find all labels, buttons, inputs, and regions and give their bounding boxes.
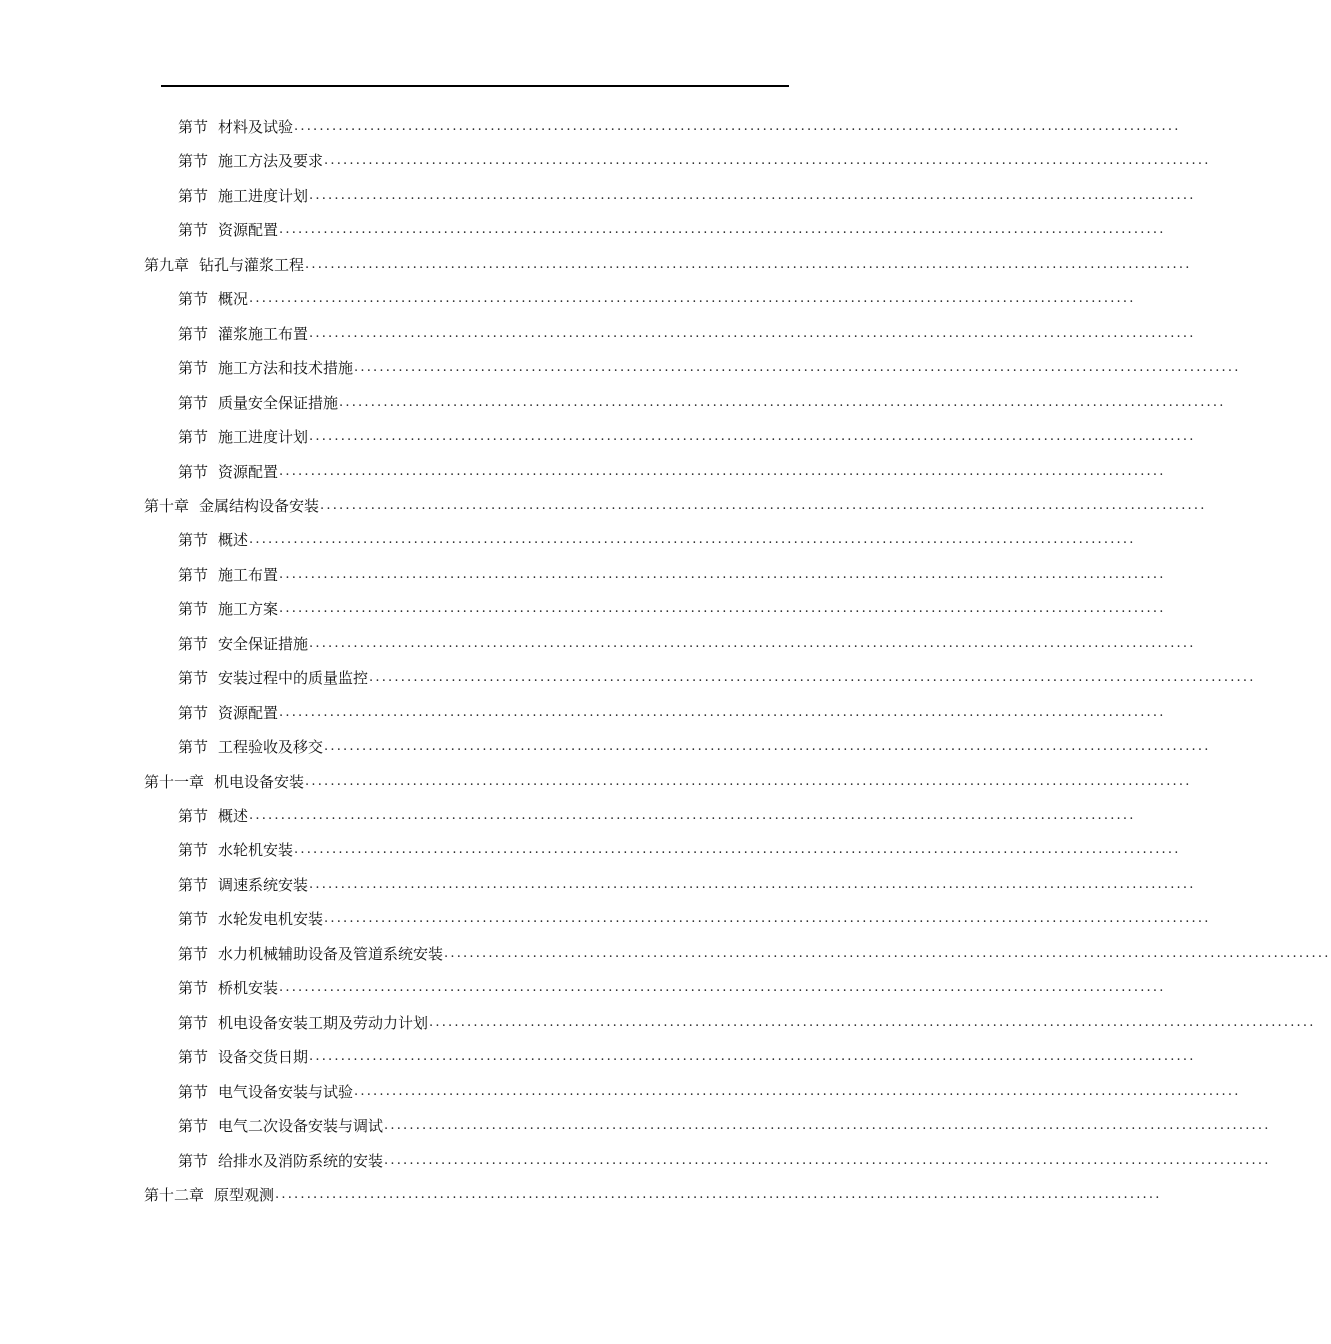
toc-section-entry[interactable] (178, 185, 1196, 207)
toc-dot-leader: ............................................................................................................................................ (294, 842, 1181, 858)
header-rule (161, 85, 789, 87)
toc-section-entry[interactable] (178, 219, 1166, 241)
toc-entry-title: 水轮机安装 (218, 841, 294, 860)
toc-entry-number: 第节 (178, 152, 209, 171)
toc-dot-leader: ............................................................................................................................................ (275, 1186, 1162, 1202)
toc-entry-title: 原型观测 (214, 1185, 275, 1204)
toc-entry-title: 资源配置 (218, 703, 279, 722)
toc-entry-number: 第节 (178, 600, 209, 619)
toc-entry-number: 第节 (178, 1117, 209, 1136)
toc-chapter-entry[interactable] (144, 1184, 1162, 1206)
toc-entry-title: 工程验收及移交 (218, 738, 324, 757)
toc-section-entry[interactable] (178, 874, 1196, 896)
toc-section-entry[interactable] (178, 392, 1226, 414)
toc-entry-title: 金属结构设备安装 (199, 496, 320, 515)
toc-section-entry[interactable] (178, 564, 1166, 586)
toc-entry-title: 质量安全保证措施 (218, 393, 339, 412)
toc-chapter-entry[interactable] (144, 495, 1207, 517)
toc-section-entry[interactable] (178, 943, 1331, 965)
toc-dot-leader: ............................................................................................................................................ (324, 739, 1211, 755)
toc-section-entry[interactable] (178, 1115, 1271, 1137)
toc-entry-number: 第节 (178, 875, 209, 894)
toc-entry-number: 第节 (178, 944, 209, 963)
toc-entry-number: 第节 (178, 910, 209, 929)
toc-entry-number: 第节 (178, 462, 209, 481)
toc-section-entry[interactable] (178, 288, 1136, 310)
toc-entry-title: 设备交货日期 (218, 1048, 309, 1067)
toc-section-entry[interactable] (178, 357, 1241, 379)
toc-dot-leader: ............................................................................................................................................ (444, 945, 1331, 961)
toc-dot-leader: ............................................................................................................................................ (309, 635, 1196, 651)
toc-entry-title: 概述 (218, 807, 249, 825)
toc-section-entry[interactable] (178, 1046, 1196, 1068)
toc-section-entry[interactable] (178, 116, 1181, 138)
toc-dot-leader: ............................................................................................................................................ (339, 394, 1226, 410)
toc-dot-leader: ............................................................................................................................................ (369, 670, 1256, 686)
toc-dot-leader: ............................................................................................................................................ (429, 1014, 1316, 1030)
toc-dot-leader: ............................................................................................................................................ (309, 187, 1196, 203)
toc-dot-leader: ............................................................................................................................................ (305, 256, 1192, 272)
toc-section-entry[interactable] (178, 1081, 1241, 1103)
toc-entry-number: 第节 (178, 1048, 209, 1067)
toc-dot-leader: ............................................................................................................................................ (279, 463, 1166, 479)
toc-entry-title: 桥机安装 (218, 979, 279, 998)
toc-entry-title: 钻孔与灌浆工程 (199, 255, 305, 274)
toc-section-entry[interactable] (178, 426, 1196, 448)
toc-entry-title: 施工布置 (218, 565, 279, 584)
toc-dot-leader: ............................................................................................................................................ (324, 911, 1211, 927)
toc-section-entry[interactable] (178, 1150, 1271, 1172)
toc-dot-leader: ............................................................................................................................................ (279, 980, 1166, 996)
toc-entry-title: 电气设备安装与试验 (218, 1082, 354, 1101)
toc-entry-number: 第节 (178, 393, 209, 412)
toc-entry-number: 第九章 (144, 255, 190, 274)
toc-entry-title: 给排水及消防系统的安装 (218, 1151, 384, 1170)
toc-entry-number: 第节 (178, 221, 209, 240)
toc-entry-title: 资源配置 (218, 462, 279, 481)
toc-entry-number: 第节 (178, 634, 209, 653)
toc-entry-title: 安装过程中的质量监控 (218, 669, 369, 688)
toc-section-entry[interactable] (178, 598, 1166, 620)
toc-entry-number: 第十一章 (144, 772, 205, 791)
toc-entry-number: 第十二章 (144, 1185, 205, 1204)
toc-entry-title: 资源配置 (218, 221, 279, 240)
toc-entry-title: 施工方法及要求 (218, 152, 324, 171)
toc-entry-title: 施工进度计划 (218, 186, 309, 205)
toc-section-entry[interactable] (178, 908, 1211, 930)
toc-dot-leader: ............................................................................................................................................ (279, 222, 1166, 238)
toc-entry-title: 水轮发电机安装 (218, 910, 324, 929)
toc-entry-number: 第节 (178, 807, 209, 825)
toc-entry-number: 第十章 (144, 496, 190, 515)
toc-dot-leader: ............................................................................................................................................ (249, 808, 1136, 823)
toc-entry-number: 第节 (178, 841, 209, 860)
toc-section-entry[interactable] (178, 736, 1211, 758)
toc-chapter-entry[interactable] (144, 254, 1192, 276)
toc-section-entry[interactable] (178, 1012, 1316, 1034)
toc-entry-number: 第节 (178, 290, 209, 309)
toc-entry-number: 第节 (178, 703, 209, 722)
toc-dot-leader: ............................................................................................................................................ (309, 1049, 1196, 1065)
toc-entry-number: 第节 (178, 1082, 209, 1101)
toc-dot-leader: ............................................................................................................................................ (324, 153, 1211, 169)
toc-dot-leader: ............................................................................................................................................ (309, 325, 1196, 341)
toc-entry-title: 概述 (218, 531, 249, 550)
toc-section-entry[interactable] (178, 150, 1211, 172)
toc-entry-title: 施工进度计划 (218, 428, 309, 447)
toc-dot-leader: ............................................................................................................................................ (320, 497, 1207, 513)
toc-dot-leader: ............................................................................................................................................ (309, 876, 1196, 892)
toc-section-entry[interactable] (178, 702, 1166, 724)
toc-entry-title: 机电设备安装工期及劳动力计划 (218, 1013, 429, 1032)
toc-section-entry[interactable] (178, 805, 1136, 827)
toc-entry-title: 概况 (218, 290, 249, 309)
toc-entry-number: 第节 (178, 565, 209, 584)
toc-dot-leader: ............................................................................................................................................ (309, 429, 1196, 445)
toc-entry-number: 第节 (178, 359, 209, 378)
toc-dot-leader: ............................................................................................................................................ (279, 601, 1166, 617)
toc-dot-leader: ............................................................................................................................................ (279, 566, 1166, 582)
toc-entry-number: 第节 (178, 979, 209, 998)
toc-entry-number: 第节 (178, 669, 209, 688)
toc-entry-title: 施工方案 (218, 600, 279, 619)
toc-dot-leader: ............................................................................................................................................ (249, 291, 1136, 307)
toc-entry-title: 灌浆施工布置 (218, 324, 309, 343)
toc-dot-leader: ............................................................................................................................................ (354, 360, 1241, 376)
toc-entry-number: 第节 (178, 324, 209, 343)
toc-entry-title: 施工方法和技术措施 (218, 359, 354, 378)
toc-entry-number: 第节 (178, 1151, 209, 1170)
toc-section-entry[interactable] (178, 461, 1166, 483)
toc-dot-leader: ............................................................................................................................................ (305, 773, 1192, 789)
toc-entry-title: 水力机械辅助设备及管道系统安装 (218, 944, 444, 963)
toc-dot-leader: ............................................................................................................................................ (294, 119, 1181, 134)
toc-entry-title: 电气二次设备安装与调试 (218, 1117, 384, 1136)
toc-entry-number: 第节 (178, 428, 209, 447)
toc-chapter-entry[interactable] (144, 771, 1192, 793)
toc-entry-title: 机电设备安装 (214, 772, 305, 791)
toc-entry-title: 安全保证措施 (218, 634, 309, 653)
toc-entry-number: 第节 (178, 531, 209, 550)
toc-entry-number: 第节 (178, 186, 209, 205)
toc-section-entry[interactable] (178, 667, 1256, 689)
toc-dot-leader: ............................................................................................................................................ (384, 1118, 1271, 1134)
toc-dot-leader: ............................................................................................................................................ (279, 704, 1166, 720)
toc-dot-leader: ............................................................................................................................................ (249, 532, 1136, 548)
toc-section-entry[interactable] (178, 323, 1196, 345)
toc-entry-number: 第节 (178, 738, 209, 757)
toc-section-entry[interactable] (178, 633, 1196, 655)
toc-dot-leader: ............................................................................................................................................ (384, 1152, 1271, 1168)
toc-entry-number: 第节 (178, 1013, 209, 1032)
toc-dot-leader: ............................................................................................................................................ (354, 1083, 1241, 1099)
toc-entry-number: 第节 (178, 118, 209, 136)
toc-section-entry[interactable] (178, 839, 1181, 861)
toc-entry-title: 材料及试验 (218, 118, 294, 136)
toc-entry-title: 调速系统安装 (218, 875, 309, 894)
toc-section-entry[interactable] (178, 529, 1136, 551)
toc-section-entry[interactable] (178, 977, 1166, 999)
